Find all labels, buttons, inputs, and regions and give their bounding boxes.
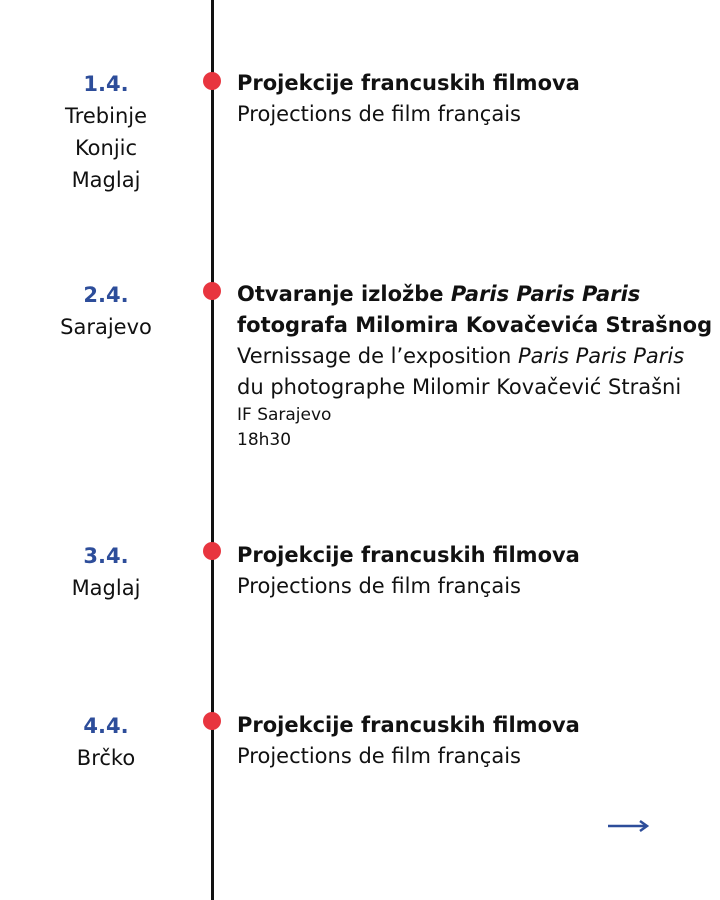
event-title-bs: Projekcije francuskih filmova [237, 543, 580, 567]
event-date: 4.4. [83, 714, 129, 738]
next-page-button[interactable] [606, 816, 652, 836]
event-date: 3.4. [83, 544, 129, 568]
event-place: Trebinje [64, 104, 148, 128]
event-place: Konjic [74, 136, 138, 160]
title-prefix: Otvaranje izložbe [237, 282, 451, 306]
event-date-place [40, 540, 172, 604]
event-title-bs-line2: fotografa Milomira Kovačevića Strašnog [237, 313, 713, 337]
event-date-place [40, 68, 172, 196]
timeline-dot [203, 282, 221, 300]
event-title-bs: Projekcije francuskih filmova [237, 713, 580, 737]
exhibition-name: Paris Paris Paris [450, 282, 641, 306]
timeline-dot [203, 542, 221, 560]
event-date: 1.4. [83, 72, 129, 96]
event-place: Brčko [76, 746, 136, 770]
event-title-bs [237, 279, 707, 310]
event-place: Sarajevo [60, 315, 152, 339]
event-date-place [40, 710, 172, 774]
title-prefix: Vernissage de l’exposition [237, 344, 519, 368]
exhibition-name: Paris Paris Paris [518, 344, 685, 368]
timeline-line [211, 0, 214, 900]
event-details [237, 68, 707, 130]
event-details [237, 279, 713, 453]
event-time: 18h30 [237, 430, 292, 450]
arrow-right-icon [606, 816, 652, 836]
timeline-dot [203, 72, 221, 90]
event-title-fr: Projections de film français [237, 102, 521, 126]
event-title-fr: Projections de film français [237, 574, 521, 598]
event-place: Maglaj [71, 168, 141, 192]
event-title-fr: Projections de film français [237, 744, 521, 768]
event-title-fr [237, 341, 707, 372]
event-title-fr-line2: du photographe Milomir Kovačević Strašni [237, 375, 682, 399]
event-details [237, 710, 707, 772]
event-date: 2.4. [83, 283, 129, 307]
event-details [237, 540, 707, 602]
event-title-bs: Projekcije francuskih filmova [237, 71, 580, 95]
event-date-place [40, 279, 172, 343]
event-venue: IF Sarajevo [237, 405, 332, 425]
event-place: Maglaj [71, 576, 141, 600]
timeline-dot [203, 712, 221, 730]
